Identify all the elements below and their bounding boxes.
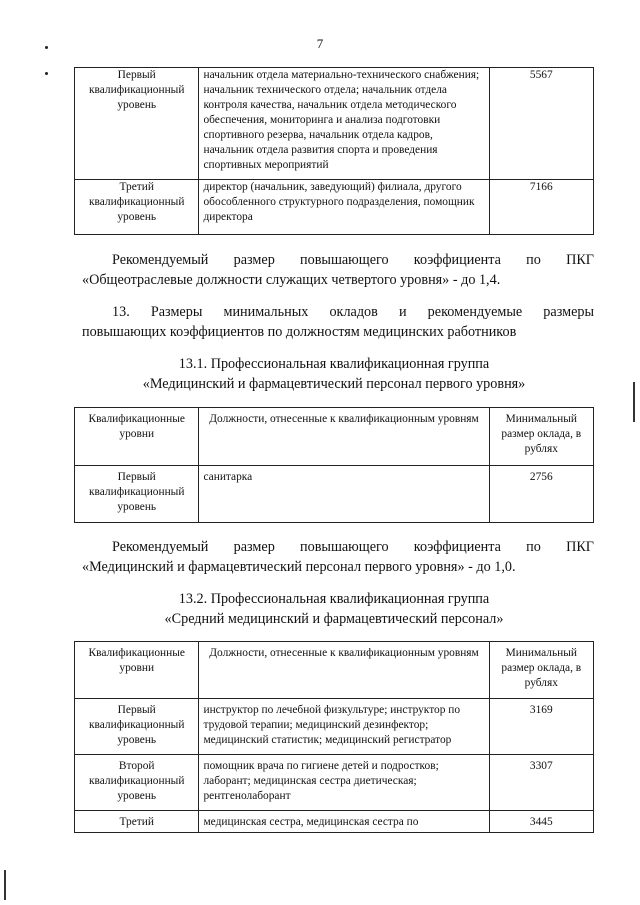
table-cell-level: Третий квалификационный уровень bbox=[75, 180, 199, 235]
paragraph-line: «Общеотраслевые должности служащих четвертого уровня» - до 1,4. bbox=[82, 272, 501, 288]
paragraph-line: повышающих коэффициентов по должностям медицинских работников bbox=[82, 324, 517, 340]
table-cell-level: Первый квалификационный уровень bbox=[75, 699, 199, 755]
table-cell-salary: 3445 bbox=[489, 811, 593, 833]
header-cell-levels: Квалификационные уровни bbox=[75, 642, 199, 699]
table-cell-positions: помощник врача по гигиене детей и подростков; лаборант; медицинская сестра диетическая; рентгенолаборант bbox=[199, 755, 489, 811]
table-cell-level: Первый квалификационный уровень bbox=[75, 466, 199, 523]
coefficient-paragraph bbox=[82, 537, 594, 577]
table-header-row bbox=[75, 642, 594, 699]
table-medical-middle-staff bbox=[74, 641, 594, 833]
scan-edge-mark bbox=[633, 382, 635, 422]
scan-edge-mark bbox=[4, 870, 6, 900]
scan-dot bbox=[45, 46, 48, 49]
scan-dot bbox=[45, 72, 48, 75]
header-cell-positions: Должности, отнесенные к квалификационным уровням bbox=[199, 642, 489, 699]
section-heading-13 bbox=[82, 302, 594, 342]
table-row bbox=[75, 466, 594, 523]
table-cell-salary: 5567 bbox=[489, 68, 593, 180]
header-cell-salary: Минимальный размер оклада, в рублях bbox=[489, 408, 593, 466]
table-cell-positions: инструктор по лечебной физкультуре; инструктор по трудовой терапии; медицинский дезинфектор; медицинский статистик; медицинский регистратор bbox=[199, 699, 489, 755]
table-cell-salary: 3169 bbox=[489, 699, 593, 755]
paragraph-line: «Медицинский и фармацевтический персонал первого уровня» - до 1,0. bbox=[82, 559, 516, 575]
table-row bbox=[75, 699, 594, 755]
table-row bbox=[75, 180, 594, 235]
heading-line: «Медицинский и фармацевтический персонал первого уровня» bbox=[142, 376, 526, 392]
header-cell-salary: Минимальный размер оклада, в рублях bbox=[489, 642, 593, 699]
subsection-heading-13-2 bbox=[74, 589, 594, 629]
heading-line: «Средний медицинский и фармацевтический персонал» bbox=[164, 611, 504, 627]
table-row bbox=[75, 68, 594, 180]
heading-line: 13.2. Профессиональная квалификационная группа bbox=[178, 591, 490, 607]
table-row bbox=[75, 811, 594, 833]
header-cell-levels: Квалификационные уровни bbox=[75, 408, 199, 466]
table-cell-salary: 3307 bbox=[489, 755, 593, 811]
header-cell-positions: Должности, отнесенные к квалификационным уровням bbox=[199, 408, 489, 466]
table-medical-first-level bbox=[74, 407, 594, 523]
table-cell-level: Третий bbox=[75, 811, 199, 833]
paragraph-line: 13. Размеры минимальных окладов и рекомендуемые размеры bbox=[112, 304, 594, 320]
paragraph-line: Рекомендуемый размер повышающего коэффициента по ПКГ bbox=[112, 539, 594, 555]
coefficient-paragraph bbox=[82, 250, 594, 290]
table-cell-salary: 7166 bbox=[489, 180, 593, 235]
table-cell-positions: директор (начальник, заведующий) филиала, другого обособленного структурного подразделения, помощник директора bbox=[199, 180, 489, 235]
heading-line: 13.1. Профессиональная квалификационная группа bbox=[178, 356, 490, 372]
table-cell-level: Первый квалификационный уровень bbox=[75, 68, 199, 180]
table-row bbox=[75, 755, 594, 811]
table-cell-positions: начальник отдела материально-технического снабжения; начальник технического отдела; начальник отдела контроля качества, начальник отдела методического обеспечения, мониторинга и анализа подготовки спортивного резерва, начальник отдела кадров, начальник отдела развития спорта и проведения спортивных мероприятий bbox=[199, 68, 489, 180]
table-cell-salary: 2756 bbox=[489, 466, 593, 523]
table-cell-level: Второй квалификационный уровень bbox=[75, 755, 199, 811]
table-cell-positions: медицинская сестра, медицинская сестра по bbox=[199, 811, 489, 833]
page-number: 7 bbox=[316, 36, 324, 51]
subsection-heading-13-1 bbox=[74, 354, 594, 394]
table-cell-positions: санитарка bbox=[199, 466, 489, 523]
paragraph-line: Рекомендуемый размер повышающего коэффициента по ПКГ bbox=[112, 252, 594, 268]
table-header-row bbox=[75, 408, 594, 466]
table-qualification-continued bbox=[74, 67, 594, 235]
